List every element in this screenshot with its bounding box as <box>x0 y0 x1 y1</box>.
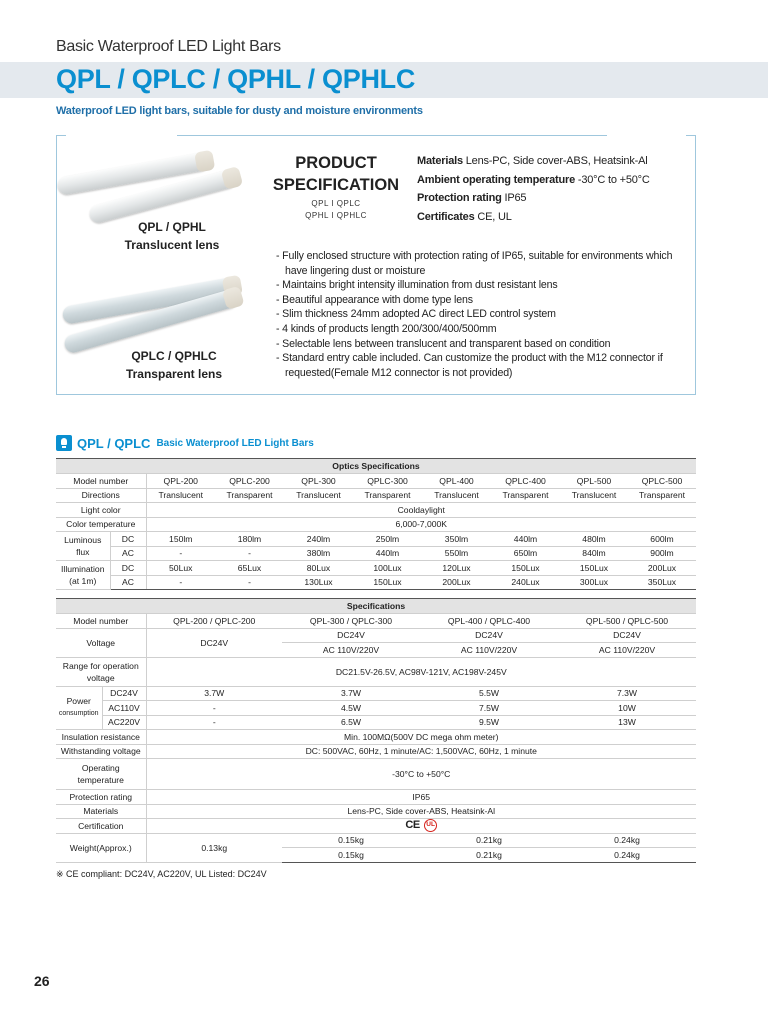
row-label: Luminous flux <box>56 532 110 561</box>
table-row <box>56 628 696 643</box>
direction-cell: Translucent <box>284 488 353 503</box>
value-cell: DC21.5V-26.5V, AC98V-121V, AC198V-245V <box>146 657 696 686</box>
row-label: Weight(Approx.) <box>56 833 146 862</box>
row-label: Directions <box>56 488 146 503</box>
model-cell: QPL-200 <box>146 474 215 489</box>
feature-item: - Maintains bright intensity illumination from dust resistant lens <box>276 278 696 293</box>
direction-cell: Transparent <box>491 488 560 503</box>
product-spec-models <box>272 198 400 222</box>
caption-translucent <box>92 218 252 254</box>
value-cell: 5.5W <box>420 686 558 701</box>
product-spec-title-line2: SPECIFICATION <box>272 176 400 194</box>
value-cell: - <box>146 701 282 716</box>
light-color-cell: Cooldaylight <box>146 503 696 518</box>
table-row <box>56 657 696 686</box>
tagline: Waterproof LED light bars, suitable for dusty and moisture environments <box>56 105 423 117</box>
row-label: Voltage <box>56 628 146 657</box>
section-heading <box>56 435 314 451</box>
model-cell: QPL-500 <box>560 474 628 489</box>
model-cell: QPL-400 <box>422 474 491 489</box>
table-row <box>56 575 696 590</box>
value-cell: 180lm <box>215 532 284 547</box>
table-row <box>56 561 696 576</box>
row-label: Color temperature <box>56 517 146 532</box>
table-row <box>56 546 696 561</box>
spec-models-line2: QPHL I QPHLC <box>305 211 367 220</box>
value-cell: 7.5W <box>420 701 558 716</box>
value-cell: 480lm <box>560 532 628 547</box>
row-label: Model number <box>56 614 146 629</box>
sub-label: AC220V <box>102 715 146 730</box>
value-cell: - <box>146 715 282 730</box>
page-number: 26 <box>34 973 50 989</box>
direction-cell: Translucent <box>560 488 628 503</box>
optics-header: Optics Specifications <box>56 459 696 474</box>
value-cell: Min. 100MΩ(500V DC mega ohm meter) <box>146 730 696 745</box>
caption-translucent-model: QPL / QPHL <box>138 220 206 234</box>
model-cell: QPLC-500 <box>628 474 696 489</box>
row-label: Insulation resistance <box>56 730 146 745</box>
value-cell: 440lm <box>353 546 422 561</box>
value-cell: 3.7W <box>146 686 282 701</box>
page-subtitle: Basic Waterproof LED Light Bars <box>56 38 281 55</box>
caption-translucent-lens: Translucent lens <box>124 238 220 252</box>
table-row <box>56 488 696 503</box>
specifications-table <box>56 598 696 863</box>
value-cell: 9.5W <box>420 715 558 730</box>
sub-label: DC24V <box>102 686 146 701</box>
section-name: QPL / QPLC <box>77 435 151 451</box>
value-cell: 130Lux <box>284 575 353 590</box>
table-row <box>56 790 696 805</box>
spec-line: Certificates CE, UL <box>417 210 512 223</box>
value-cell: 50Lux <box>146 561 215 576</box>
spec-line: Protection rating IP65 <box>417 192 527 204</box>
table-row <box>56 474 696 489</box>
certification-cell <box>146 819 696 834</box>
table-row <box>56 614 696 629</box>
page-title: QPL / QPLC / QPHL / QPHLC <box>56 64 416 94</box>
value-cell: 380lm <box>284 546 353 561</box>
specs-header: Specifications <box>56 599 696 614</box>
caption-transparent-model: QPLC / QPHLC <box>131 349 217 363</box>
row-label: Illumination (at 1m) <box>56 561 110 590</box>
footnote: ※ CE compliant: DC24V, AC220V, UL Listed: DC24V <box>56 869 267 879</box>
value-cell: 13W <box>558 715 696 730</box>
value-cell: 240Lux <box>491 575 560 590</box>
table-row <box>56 686 696 701</box>
value-cell: 150Lux <box>560 561 628 576</box>
model-cell: QPLC-300 <box>353 474 422 489</box>
value-cell: - <box>146 575 215 590</box>
model-cell: QPL-300 / QPLC-300 <box>282 614 420 629</box>
table-row <box>56 819 696 834</box>
row-label: Light color <box>56 503 146 518</box>
table-row <box>56 503 696 518</box>
value-cell: DC24V <box>558 628 696 643</box>
sub-label: DC <box>110 532 146 547</box>
value-cell: DC24V <box>420 628 558 643</box>
value-cell: 350Lux <box>628 575 696 590</box>
value-cell: 250lm <box>353 532 422 547</box>
feature-item: - Slim thickness 24mm adopted AC direct LED control system <box>276 307 696 322</box>
direction-cell: Transparent <box>628 488 696 503</box>
ce-mark-icon: CE <box>405 819 420 832</box>
value-cell: -30°C to +50°C <box>146 759 696 790</box>
product-spec-title <box>272 152 400 196</box>
model-cell: QPL-200 / QPLC-200 <box>146 614 282 629</box>
direction-cell: Translucent <box>422 488 491 503</box>
direction-cell: Translucent <box>146 488 215 503</box>
value-cell: DC: 500VAC, 60Hz, 1 minute/AC: 1,500VAC, 60Hz, 1 minute <box>146 744 696 759</box>
value-cell: - <box>215 575 284 590</box>
table-row <box>56 701 696 716</box>
table-row <box>56 715 696 730</box>
value-cell: AC 110V/220V <box>282 643 420 658</box>
value-cell: 150Lux <box>491 561 560 576</box>
table-row <box>56 744 696 759</box>
model-cell: QPL-300 <box>284 474 353 489</box>
spec-models-line1: QPL I QPLC <box>311 199 361 208</box>
table-row <box>56 517 696 532</box>
table-row <box>56 532 696 547</box>
section-subtitle: Basic Waterproof LED Light Bars <box>156 437 314 449</box>
value-cell: Lens-PC, Side cover-ABS, Heatsink-Al <box>146 804 696 819</box>
value-cell: 0.21kg <box>420 848 558 863</box>
table-row <box>56 759 696 790</box>
ul-mark-icon: UL <box>424 819 437 832</box>
caption-transparent-lens: Transparent lens <box>125 367 223 381</box>
value-cell: 0.24kg <box>558 848 696 863</box>
value-cell: 120Lux <box>422 561 491 576</box>
row-label: Materials <box>56 804 146 819</box>
row-label: Withstanding voltage <box>56 744 146 759</box>
value-cell: 150lm <box>146 532 215 547</box>
value-cell: 4.5W <box>282 701 420 716</box>
value-cell: 0.13kg <box>146 833 282 862</box>
value-cell: 0.15kg <box>282 848 420 863</box>
value-cell: DC24V <box>282 628 420 643</box>
row-label: Model number <box>56 474 146 489</box>
row-label: Operating temperature <box>56 759 146 790</box>
spec-summary-list <box>417 152 650 226</box>
color-temp-cell: 6,000-7,000K <box>146 517 696 532</box>
row-label: Certification <box>56 819 146 834</box>
row-label: Power consumption <box>56 686 102 730</box>
caption-transparent <box>94 347 254 383</box>
row-label: Range for operation voltage <box>56 657 146 686</box>
value-cell: AC 110V/220V <box>558 643 696 658</box>
value-cell: DC24V <box>146 628 282 657</box>
value-cell: 200Lux <box>628 561 696 576</box>
feature-item: - Beautiful appearance with dome type lens <box>276 293 696 308</box>
feature-list <box>276 249 696 380</box>
value-cell: 240lm <box>284 532 353 547</box>
value-cell: 65Lux <box>215 561 284 576</box>
spec-line: Materials Lens-PC, Side cover-ABS, Heatsink-Al <box>417 155 648 167</box>
direction-cell: Transparent <box>353 488 422 503</box>
value-cell: 100Lux <box>353 561 422 576</box>
sub-label: AC <box>110 575 146 590</box>
optics-spec-table <box>56 458 696 590</box>
value-cell: 6.5W <box>282 715 420 730</box>
value-cell: 550lm <box>422 546 491 561</box>
value-cell: 0.24kg <box>558 833 696 848</box>
model-cell: QPL-500 / QPLC-500 <box>558 614 696 629</box>
value-cell: 350lm <box>422 532 491 547</box>
value-cell: IP65 <box>146 790 696 805</box>
spec-line: Ambient operating temperature -30°C to +50°C <box>417 173 650 186</box>
table-row <box>56 833 696 848</box>
sub-label: AC110V <box>102 701 146 716</box>
model-cell: QPL-400 / QPLC-400 <box>420 614 558 629</box>
value-cell: 10W <box>558 701 696 716</box>
direction-cell: Transparent <box>215 488 284 503</box>
value-cell: 900lm <box>628 546 696 561</box>
product-spec-title-line1: PRODUCT <box>295 154 377 172</box>
value-cell: 3.7W <box>282 686 420 701</box>
feature-item: - Standard entry cable included. Can customize the product with the M12 connector if requested(Female M12 connector is not provided) <box>276 351 696 380</box>
table-row <box>56 804 696 819</box>
value-cell: 150Lux <box>353 575 422 590</box>
feature-item: - 4 kinds of products length 200/300/400/500mm <box>276 322 696 337</box>
value-cell: 200Lux <box>422 575 491 590</box>
table-row <box>56 730 696 745</box>
lightbulb-icon <box>56 435 72 451</box>
feature-item: - Selectable lens between translucent and transparent based on condition <box>276 337 696 352</box>
value-cell: - <box>215 546 284 561</box>
model-cell: QPLC-200 <box>215 474 284 489</box>
value-cell: 0.15kg <box>282 833 420 848</box>
value-cell: 600lm <box>628 532 696 547</box>
model-cell: QPLC-400 <box>491 474 560 489</box>
value-cell: - <box>146 546 215 561</box>
value-cell: 300Lux <box>560 575 628 590</box>
feature-item: - Fully enclosed structure with protection rating of IP65, suitable for environments which have lingering dust or moisture <box>276 249 696 278</box>
value-cell: 840lm <box>560 546 628 561</box>
value-cell: 650lm <box>491 546 560 561</box>
value-cell: 7.3W <box>558 686 696 701</box>
value-cell: AC 110V/220V <box>420 643 558 658</box>
value-cell: 0.21kg <box>420 833 558 848</box>
value-cell: 440lm <box>491 532 560 547</box>
value-cell: 80Lux <box>284 561 353 576</box>
sub-label: AC <box>110 546 146 561</box>
row-label: Protection rating <box>56 790 146 805</box>
sub-label: DC <box>110 561 146 576</box>
